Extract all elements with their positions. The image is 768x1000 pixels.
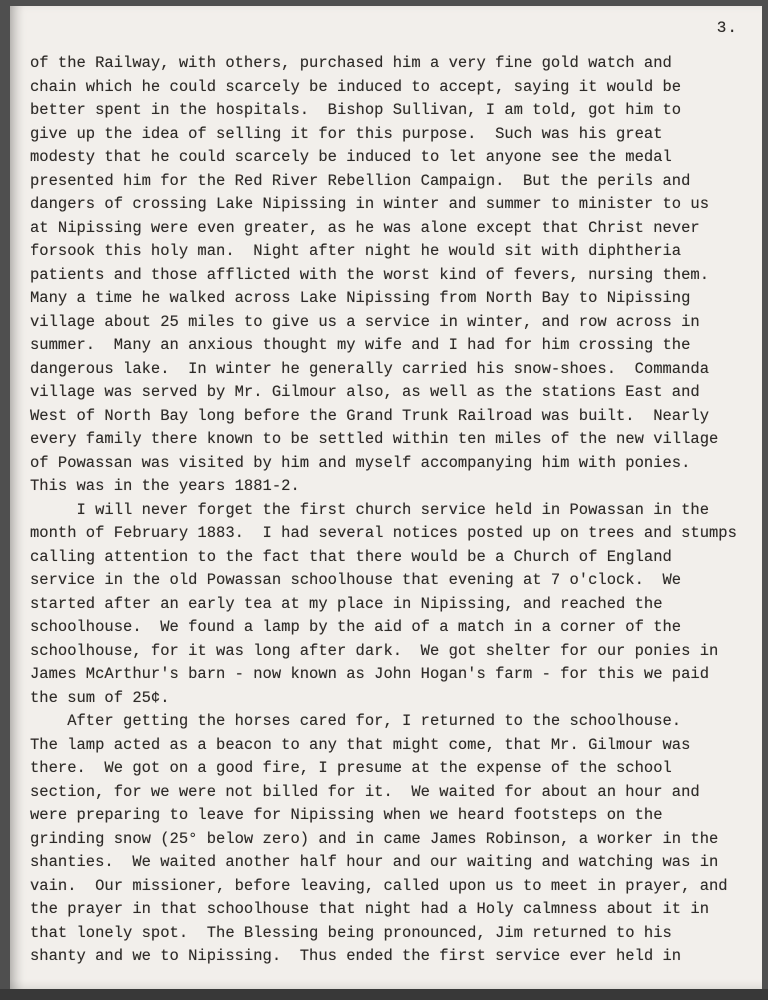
text-line: dangerous lake. In winter he generally carried his snow-shoes. Commanda <box>30 359 710 378</box>
text-line: Many a time he walked across Lake Nipissing from North Bay to Nipissing <box>30 289 691 307</box>
text-line: This was in the years 1881-2. <box>30 477 300 495</box>
text-line: shanty and we to Nipissing. Thus ended the first service ever held in <box>30 947 682 965</box>
text-line: vain. Our missioner, before leaving, called upon us to meet in prayer, and <box>30 876 728 895</box>
text-line: village was served by Mr. Gilmour also, as well as the stations East and <box>30 383 700 401</box>
text-line: service in the old Powassan schoolhouse that evening at 7 o'clock. We <box>30 571 682 589</box>
text-line: the sum of 25¢. <box>30 688 170 707</box>
text-line: were preparing to leave for Nipissing when we heard footsteps on the <box>30 806 663 824</box>
text-line: of the Railway, with others, purchased him a very fine gold watch and <box>30 54 672 72</box>
text-line: there. We got on a good fire, I presume at the expense of the school <box>30 759 672 777</box>
text-line: summer. Many an anxious thought my wife and I had for him crossing the <box>30 336 691 354</box>
text-line: James McArthur's barn - now known as John Hogan's farm - for this we paid <box>30 665 710 683</box>
text-line: village about 25 miles to give us a service in winter, and row across in <box>30 312 700 331</box>
text-line: that lonely spot. The Blessing being pronounced, Jim returned to his <box>30 923 672 942</box>
text-line: forsook this holy man. Night after night he would sit with diphtheria <box>30 242 682 260</box>
text-line: every family there known to be settled within ten miles of the new village <box>30 430 719 448</box>
text-line: better spent in the hospitals. Bishop Sullivan, I am told, got him to <box>30 101 682 119</box>
text-line: dangers of crossing Lake Nipissing in winter and summer to minister to us <box>30 195 710 213</box>
text-line: West of North Bay long before the Grand Trunk Railroad was built. Nearly <box>30 406 710 425</box>
text-line: After getting the horses cared for, I returned to the schoolhouse. <box>30 712 682 730</box>
text-line: calling attention to the fact that there would be a Church of England <box>30 547 672 566</box>
text-line: give up the idea of selling it for this purpose. Such was his great <box>30 124 663 143</box>
text-line: started after an early tea at my place in Nipissing, and reached the <box>30 594 663 613</box>
document-text <box>10 6 762 969</box>
text-line: chain which he could scarcely be induced to accept, saying it would be <box>30 77 682 96</box>
page-number: 3. <box>716 19 738 37</box>
text-line: grinding snow (25° below zero) and in came James Robinson, a worker in the <box>30 829 719 848</box>
text-line: schoolhouse, for it was long after dark. We got shelter for our ponies in <box>30 641 719 660</box>
text-line: schoolhouse. We found a lamp by the aid of a match in a corner of the <box>30 618 682 636</box>
text-line: month of February 1883. I had several notices posted up on trees and stumps <box>30 524 737 542</box>
scanned-page <box>10 6 762 989</box>
text-line: of Powassan was visited by him and myself accompanying him with ponies. <box>30 453 691 472</box>
text-line: modesty that he could scarcely be induced to let anyone see the medal <box>30 148 672 166</box>
text-line: The lamp acted as a beacon to any that might come, that Mr. Gilmour was <box>30 735 691 754</box>
text-line: presented him for the Red River Rebellion Campaign. But the perils and <box>30 171 691 190</box>
text-line: I will never forget the first church service held in Powassan in the <box>30 500 710 519</box>
text-line: section, for we were not billed for it. We waited for about an hour and <box>30 782 700 801</box>
text-line: at Nipissing were even greater, as he was alone except that Christ never <box>30 218 700 237</box>
text-line: the prayer in that schoolhouse that night had a Holy calmness about it in <box>30 900 710 918</box>
text-line: shanties. We waited another half hour and our waiting and watching was in <box>30 853 719 871</box>
text-line: patients and those afflicted with the worst kind of fevers, nursing them. <box>30 265 710 284</box>
